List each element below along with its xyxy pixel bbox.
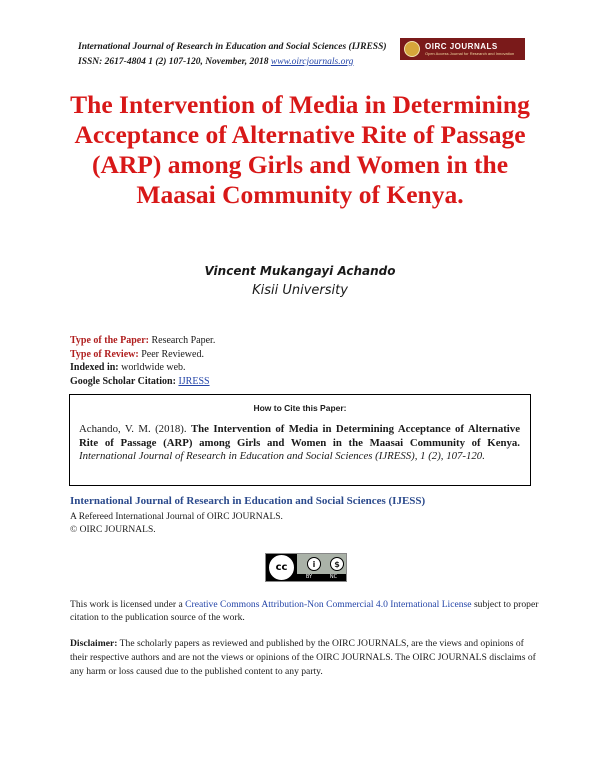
oirc-logo bbox=[400, 38, 525, 60]
disclaimer bbox=[70, 637, 540, 679]
indexed-value: worldwide web. bbox=[121, 362, 186, 373]
citation-text bbox=[79, 423, 520, 464]
journal-copyright: © OIRC JOURNALS. bbox=[70, 525, 156, 535]
disclaimer-text: The scholarly papers as reviewed and published by the OIRC JOURNALS, are the views and opinions of their respective authors and are not the views or opinions of the OIRC JOURNALS. The OIRC JOURNALS disclaims of any harm or loss caused due to the published content to any party. bbox=[70, 638, 536, 677]
indexed-row bbox=[70, 361, 215, 375]
paper-type-row bbox=[70, 334, 215, 348]
author-name: Vincent Mukangayi Achando bbox=[204, 264, 396, 278]
issn-line bbox=[78, 55, 378, 70]
cc-icon: cc bbox=[268, 554, 295, 581]
running-header bbox=[78, 40, 387, 70]
journal-subtitle: A Refereed International Journal of OIRC JOURNALS. bbox=[70, 512, 283, 522]
license-suffix: subject to proper citation to the publication source of the work. bbox=[70, 599, 539, 623]
citation-title: The Intervention of Media in Determining Acceptance of Alternative Rite of Passage (ARP) among Girls and Women in the Maasai Community of Kenya. bbox=[79, 423, 520, 449]
paper-type-value: Research Paper. bbox=[151, 335, 216, 346]
scholar-row bbox=[70, 375, 215, 389]
review-type-value: Peer Reviewed. bbox=[141, 348, 204, 360]
disclaimer-label: Disclaimer: bbox=[70, 638, 118, 649]
journal-name-line: International Journal of Research in Education and Social Sciences (IJRESS) bbox=[78, 42, 387, 52]
journal-info bbox=[70, 511, 283, 537]
citation-box bbox=[69, 394, 531, 486]
citation-heading: How to Cite this Paper: bbox=[253, 403, 347, 413]
cc-labels bbox=[297, 574, 346, 581]
paper-type-label: Type of the Paper: bbox=[70, 335, 149, 346]
scholar-label: Google Scholar Citation: bbox=[70, 375, 176, 387]
journal-website-link[interactable]: www.oircjournals.org bbox=[270, 57, 354, 67]
author-affiliation: Kisii University bbox=[252, 283, 348, 298]
logo-emblem-icon bbox=[404, 41, 420, 57]
logo-tagline: Open Access Journal for Research and Innovation bbox=[425, 51, 515, 56]
cc-by-label: BY bbox=[305, 574, 313, 580]
logo-name: OIRC JOURNALS bbox=[425, 42, 498, 51]
journal-name: International Journal of Research in Education and Social Sciences (IJESS) bbox=[70, 495, 426, 507]
cc-conditions bbox=[297, 554, 346, 581]
paper-title: The Intervention of Media in Determining Acceptance of Alternative Rite of Passage (ARP) among Girls and Women in the Maasai Community of Kenya. bbox=[70, 90, 530, 209]
attribution-icon: i bbox=[307, 557, 321, 571]
citation-authors: Achando, V. M. (2018). bbox=[79, 423, 187, 435]
issn-text: ISSN: 2617-4804 1 (2) 107-120, November, 2018 bbox=[78, 57, 269, 67]
paper-metadata bbox=[70, 334, 215, 388]
license-prefix: This work is licensed under a bbox=[70, 599, 183, 610]
scholar-link[interactable]: IJRESS bbox=[178, 375, 210, 387]
indexed-label: Indexed in: bbox=[70, 362, 119, 373]
cc-license-badge[interactable] bbox=[265, 553, 347, 582]
cc-nc-label: NC bbox=[329, 574, 338, 580]
review-type-label: Type of Review: bbox=[70, 348, 139, 360]
non-commercial-icon: $ bbox=[330, 557, 344, 571]
citation-source: International Journal of Research in Education and Social Sciences (IJRESS), 1 (2), 107-120. bbox=[79, 450, 485, 462]
license-link[interactable]: Creative Commons Attribution-Non Commercial 4.0 International License bbox=[185, 599, 472, 610]
review-type-row bbox=[70, 348, 215, 362]
license-statement bbox=[70, 598, 540, 624]
